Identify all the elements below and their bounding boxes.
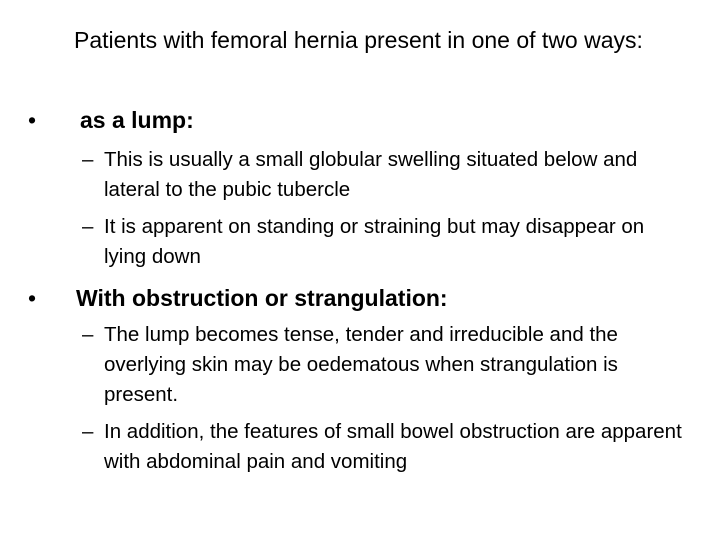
dash-marker: – bbox=[82, 323, 94, 346]
bullet-marker: • bbox=[28, 285, 37, 311]
subpoint-item bbox=[82, 320, 692, 410]
bullet-heading: With obstruction or strangulation: bbox=[76, 285, 448, 311]
subpoint-item bbox=[82, 145, 692, 205]
subpoint-item bbox=[82, 212, 692, 272]
bullet-marker: • bbox=[28, 107, 37, 133]
subpoint-text: It is apparent on standing or straining but may disappear on lying down bbox=[104, 215, 645, 268]
bullet-heading: as a lump: bbox=[80, 107, 194, 133]
dash-marker: – bbox=[82, 420, 94, 443]
subpoint-item bbox=[82, 417, 692, 477]
dash-marker: – bbox=[82, 215, 94, 238]
dash-marker: – bbox=[82, 148, 94, 171]
subpoint-text: In addition, the features of small bowel obstruction are apparent with abdominal pain and vomiting bbox=[104, 420, 682, 473]
intro-text: Patients with femoral hernia present in one of two ways: bbox=[74, 27, 643, 53]
subpoint-text: The lump becomes tense, tender and irreducible and the overlying skin may be oedematous when strangulation is present. bbox=[104, 323, 618, 406]
subpoint-text: This is usually a small globular swelling situated below and lateral to the pubic tubercle bbox=[104, 148, 638, 201]
